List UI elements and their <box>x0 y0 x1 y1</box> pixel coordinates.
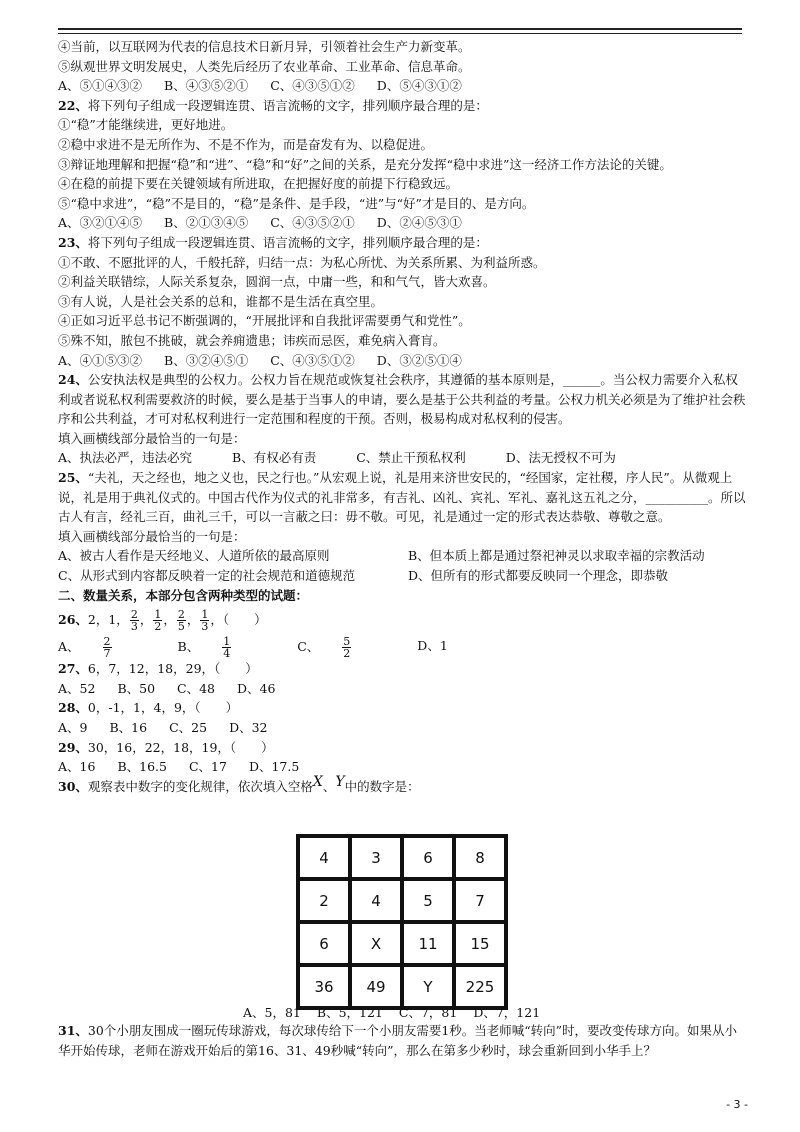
q30-number: 30、 <box>58 778 88 794</box>
q29-option-d[interactable]: D、17.5 <box>248 759 300 775</box>
grid-cell-value: 4 <box>319 848 329 867</box>
q24-option-a[interactable]: A、执法必严，违法必究 <box>58 450 193 466</box>
q30-sep: 、 <box>322 778 336 794</box>
q24-body: 公安执法权是典型的公权力。公权力旨在规范或恢复社会秩序，其遵循的基本原则是，______。当公权力需要介入私权利或者说私权利需要救济的时候，要么是基于当事人的申请，要么是基于公共利益的考量。公权力机关必须是为了维护社会秩序和公共利益，才可对私权利进行一定范围和程度的干预。否则，极易构成对私权利的侵害。 <box>58 372 746 427</box>
q30-stem <box>58 773 748 798</box>
header-rule-thin <box>58 33 742 34</box>
q23-number: 23、 <box>58 234 88 250</box>
q21-item-5: ⑤纵观世界文明发展史，人类先后经历了农业革命、工业革命、信息革命。 <box>58 58 471 74</box>
q26-stem: 26、2，1， $\frac{2}{3}$ ， $\frac{1}{2}$ ， $\frac{2}{5}$ ， $\frac{1}{3}$ ，（ ） <box>58 608 267 634</box>
q30-var-y: Y <box>335 773 345 790</box>
q27-number: 27、 <box>58 661 88 677</box>
grid-cell <box>402 922 454 965</box>
grid-row <box>298 965 506 1008</box>
q22-item-2: ②稳中求进不是无所作为、不是不作为，而是奋发有为、以稳促进。 <box>58 136 434 152</box>
q23-item-3: ③有人说，人是社会关系的总和，谁都不是生活在真空里。 <box>58 293 384 309</box>
q27-option-b[interactable]: B、50 <box>117 680 156 696</box>
grid-cell <box>350 879 402 922</box>
q24-options <box>58 448 748 468</box>
q24-option-b[interactable]: B、有权必有责 <box>232 450 317 466</box>
q26-option-a[interactable] <box>58 636 156 659</box>
grid-cell-x <box>350 922 402 965</box>
q26-option-c[interactable] <box>297 636 395 659</box>
grid-cell <box>454 965 506 1008</box>
q23-item-5: ⑤殊不知，脓包不挑破，就会养痈遗患；讳疾而忌医，难免病入膏肓。 <box>58 332 446 348</box>
q25-body: “夫礼，天之经也，地之义也，民之行也。”从宏观上说，礼是用来济世安民的，“经国家，定社稷，序人民”。从微观上说，礼是用于典礼仪式的。中国古代作为仪式的礼非常多，有吉礼、凶礼、宾礼、军礼、嘉礼这五礼之分，__________。所以古人有言，经礼三百，曲礼三千，可以一言蔽之曰：毋不敬。可见，礼是通过一定的形式表达恭敬、尊敬之意。 <box>58 470 746 525</box>
q23-option-b[interactable]: B、③②④⑤① <box>164 352 249 368</box>
q23-option-c[interactable]: C、④③⑤①② <box>270 352 355 368</box>
q26-option-b-num: 1 <box>223 635 231 649</box>
q28-options <box>58 718 748 738</box>
q26-frac-2-den: 2 <box>154 620 162 634</box>
q22-stem-text: 将下列句子组成一段逻辑连贯、语言流畅的文字，排列顺序最合理的是： <box>87 97 488 113</box>
page-body <box>58 37 748 797</box>
q27-stem <box>58 659 748 679</box>
grid-cell-value: 36 <box>314 977 334 996</box>
grid-cell <box>298 922 350 965</box>
grid-cell-value: 11 <box>418 934 438 953</box>
q26-option-b-den: 4 <box>223 647 231 661</box>
q26-frac-3 <box>177 609 186 632</box>
q26-frac-3-den: 5 <box>177 620 185 634</box>
q22-option-b[interactable]: B、②①③④⑤ <box>164 215 249 231</box>
q30-option-b[interactable]: B、5，121 <box>316 1005 383 1020</box>
q26-option-c-num: 5 <box>343 635 351 649</box>
q29-option-b[interactable]: B、16.5 <box>117 759 167 775</box>
header-rule-thick <box>58 28 742 30</box>
grid-cell-value: 225 <box>465 977 495 996</box>
q23-stem <box>58 233 748 253</box>
q28-option-d[interactable]: D、32 <box>229 720 268 735</box>
q25-fill-prompt: 填入画横线部分最恰当的一句是： <box>58 528 246 544</box>
q28-stem <box>58 698 748 718</box>
q28-number: 28、 <box>58 700 88 716</box>
q23-option-a[interactable]: A、④①⑤③② <box>58 352 143 368</box>
q26-option-a-frac <box>103 636 134 659</box>
q21-item-4: ④当前，以互联网为代表的信息技术日新月异，引领着社会生产力新变革。 <box>58 39 471 54</box>
q21-option-b[interactable]: B、④③⑤②① <box>164 78 249 94</box>
grid-cell-value: 2 <box>319 891 329 910</box>
grid-cell-value: 4 <box>371 891 381 910</box>
q21-options <box>58 76 748 96</box>
q22-number: 22、 <box>58 97 88 113</box>
q26-prefix: 2，1， <box>87 612 129 628</box>
q23-option-d[interactable]: D、③②⑤①④ <box>376 352 462 368</box>
q27-option-a[interactable]: A、52 <box>58 680 96 696</box>
q22-option-c[interactable]: C、④③⑤②① <box>270 215 355 231</box>
q26-option-a-label: A、 <box>58 639 80 655</box>
section-2-heading: 二、数量关系，本部分包含两种类型的试题： <box>58 587 309 603</box>
q25-options-row1 <box>58 546 748 566</box>
grid-row <box>298 879 506 922</box>
q25-option-a[interactable]: A、被古人看作是天经地义、人道所依的最高原则 <box>58 548 330 564</box>
q21-option-c[interactable]: C、④③⑤①② <box>270 78 355 94</box>
q26-frac-1-den: 3 <box>130 620 138 634</box>
q30-option-a[interactable]: A、5，81 <box>243 1005 301 1020</box>
q28-sequence: 0，-1，1，4，9，（ ） <box>87 700 239 716</box>
q30-var-x: X <box>312 773 323 790</box>
q21-option-d[interactable]: D、⑤④③①② <box>376 78 462 94</box>
grid-cell-value: 6 <box>423 848 433 867</box>
grid-row <box>298 922 506 965</box>
q28-option-c[interactable]: C、25 <box>169 720 208 735</box>
q25-text <box>58 468 748 527</box>
q25-options-row2 <box>58 566 748 586</box>
q30-grid-table <box>296 834 508 1010</box>
q26-option-a-num: 2 <box>103 635 111 649</box>
q22-option-d[interactable]: D、②④⑤③① <box>376 215 462 231</box>
grid-cell <box>454 879 506 922</box>
q30-option-d[interactable]: D、7，121 <box>473 1005 541 1020</box>
grid-cell-value: 5 <box>423 891 433 910</box>
q26-option-c-frac <box>342 636 373 659</box>
q28-option-b[interactable]: B、16 <box>109 720 148 735</box>
q29-option-a[interactable]: A、16 <box>58 759 96 775</box>
grid-cell <box>402 879 454 922</box>
q26-frac-4-num: 1 <box>201 608 209 622</box>
grid-cell <box>298 965 350 1008</box>
q26-number: 26、 <box>58 612 88 628</box>
q22-option-a[interactable]: A、③②①④⑤ <box>58 215 143 231</box>
q26-frac-4 <box>200 609 209 632</box>
q29-stem <box>58 738 748 758</box>
q22-stem <box>58 96 748 116</box>
q31-text <box>58 1021 748 1060</box>
q25-option-c[interactable]: C、从形式到内容都反映着一定的社会规范和道德规范 <box>58 568 356 584</box>
q29-option-c[interactable]: C、17 <box>188 759 227 775</box>
q23-item-4: ④正如习近平总书记不断强调的，“开展批评和自我批评需要勇气和党性”。 <box>58 313 471 329</box>
q27-option-d[interactable]: D、46 <box>237 680 276 696</box>
grid-cell-y <box>402 965 454 1008</box>
q21-option-a[interactable]: A、⑤①④③② <box>58 78 143 94</box>
q26-option-c-label: C、 <box>297 639 320 655</box>
grid-cell <box>454 836 506 879</box>
q22-options <box>58 213 748 233</box>
q23-options <box>58 351 748 371</box>
grid-cell <box>402 836 454 879</box>
q30-text-a: 观察表中数字的变化规律，依次填入空格 <box>87 778 313 794</box>
q29-number: 29、 <box>58 739 88 755</box>
q29-sequence: 30，16，22，18，19，（ ） <box>87 739 274 755</box>
q22-item-4: ④在稳的前提下要在关键领域有所进取，在把握好度的前提下行稳致远。 <box>58 176 459 192</box>
grid-cell <box>350 836 402 879</box>
grid-cell <box>298 836 350 879</box>
q26-frac-1-num: 2 <box>130 608 138 622</box>
q23-stem-text: 将下列句子组成一段逻辑连贯、语言流畅的文字，排列顺序最合理的是： <box>87 234 488 250</box>
grid-cell-value: 6 <box>319 934 329 953</box>
q31-body: 30个小朋友围成一圈玩传球游戏，每次球传给下一个小朋友需要1秒。当老师喊“转向”时，要改变传球方向。如果从小华开始传球，老师在游戏开始后的第16、31、49秒喊“转向”，那么在第多少秒时，球会重新回到小华手上？ <box>58 1023 738 1058</box>
q25-number: 25、 <box>58 470 88 486</box>
grid-cell-value: X <box>370 934 382 953</box>
q22-item-5: ⑤“稳中求进”，“稳”不是目的，“稳”是条件、是手段，“进”与“好”才是目的、是方向。 <box>58 195 535 211</box>
q26-option-b-label: B、 <box>177 639 200 655</box>
q26-frac-3-num: 2 <box>177 608 185 622</box>
grid-cell <box>298 879 350 922</box>
q30-text-b: 中的数字是： <box>344 778 420 794</box>
q22-item-3: ③辩证地理解和把握“稳”和“进”、“稳”和“好”之间的关系，是充分发挥“稳中求进”这一经济工作方法论的关键。 <box>58 156 672 172</box>
q26-options <box>58 636 748 659</box>
q31-number: 31、 <box>58 1023 88 1038</box>
q27-options <box>58 679 748 699</box>
q26-frac-2 <box>153 609 162 632</box>
q27-sequence: 6，7，12，18，29，（ ） <box>87 661 258 677</box>
q26-option-a-den: 7 <box>103 647 111 661</box>
q22-item-1: ①“稳”才能继续进，更好地进。 <box>58 117 234 133</box>
grid-cell <box>350 965 402 1008</box>
q26-option-b[interactable] <box>178 636 276 659</box>
q24-text <box>58 370 748 429</box>
q24-option-d[interactable]: D、法无授权不可为 <box>505 450 616 466</box>
q23-item-2: ②利益关联错综，人际关系复杂，圆润一点，中庸一些，和和气气，皆大欢喜。 <box>58 274 496 290</box>
q25-option-d[interactable]: D、但所有的形式都要反映同一个理念，即恭敬 <box>408 568 669 584</box>
q26-blank: （ ） <box>222 612 267 628</box>
q26-option-c-den: 2 <box>343 647 351 661</box>
q25-option-b[interactable]: B、但本质上都是通过祭祀神灵以求取幸福的宗教活动 <box>408 548 705 564</box>
grid-cell-value: 49 <box>366 977 386 996</box>
q30-options <box>243 1003 556 1021</box>
grid-cell-value: Y <box>423 977 433 996</box>
q23-item-1: ①不敢、不愿批评的人，千般托辞，归结一点：为私心所忧、为关系所累、为利益所惑。 <box>58 254 546 270</box>
q24-number: 24、 <box>58 372 88 388</box>
grid-cell-value: 3 <box>371 848 381 867</box>
q28-option-a[interactable]: A、9 <box>58 720 88 735</box>
q24-option-c[interactable]: C、禁止干预私权利 <box>356 450 466 466</box>
q26-frac-4-den: 3 <box>201 620 209 634</box>
q24-fill-prompt: 填入画横线部分最恰当的一句是： <box>58 430 246 446</box>
q26-frac-2-num: 1 <box>154 608 162 622</box>
q26-option-b-frac <box>222 636 253 659</box>
page-number: - 3 - <box>726 1098 748 1111</box>
q29-options <box>58 757 748 777</box>
q27-option-c[interactable]: C、48 <box>177 680 216 696</box>
q30-number-grid <box>296 834 508 1010</box>
grid-cell-value: 15 <box>470 934 490 953</box>
grid-cell <box>454 922 506 965</box>
grid-cell-value: 8 <box>475 848 485 867</box>
grid-cell-value: 7 <box>475 891 485 910</box>
q26-option-d[interactable]: D、1 <box>417 638 448 654</box>
q30-option-c[interactable]: C、7，81 <box>398 1005 458 1020</box>
grid-row <box>298 836 506 879</box>
q26-frac-1 <box>130 609 139 632</box>
